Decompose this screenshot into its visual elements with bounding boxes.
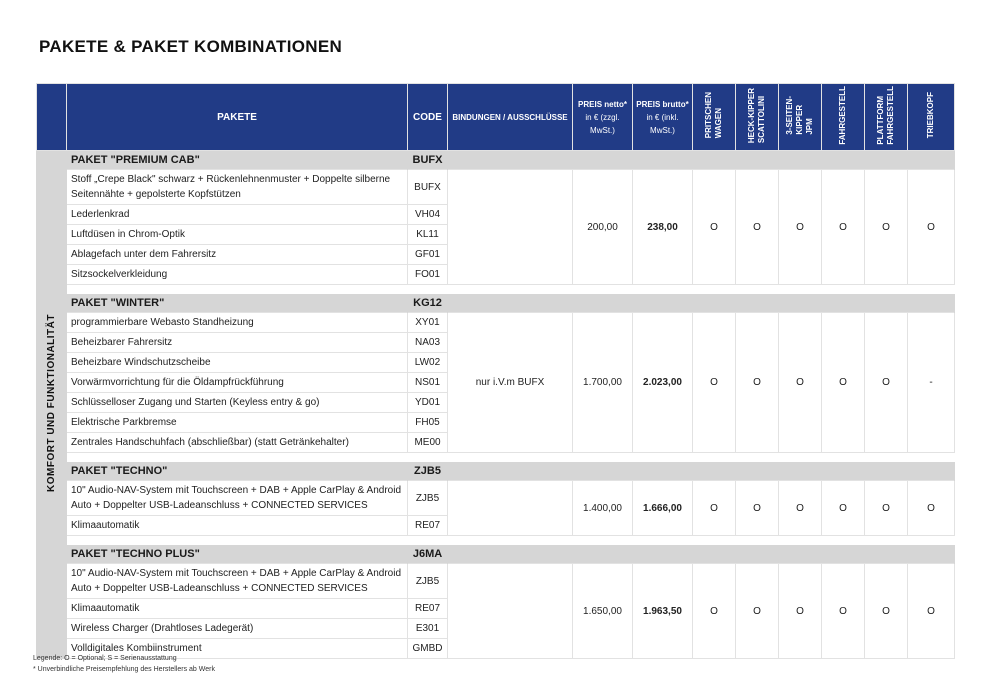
item-code: NS01 [408,373,448,393]
header-variant-label: PLATTFORM FAHRGESTELL [876,86,895,145]
item-label: Elektrische Parkbremse [67,413,408,433]
item-code: BUFX [408,170,448,205]
table-header-row [37,84,955,151]
item-label: Beheizbarer Fahrersitz [67,333,408,353]
package-availability-cell: O [865,313,908,453]
package-availability-cell: O [693,313,736,453]
package-price-netto: 1.400,00 [573,481,633,536]
header-empty-cell [37,84,67,151]
price-table [36,83,955,659]
header-preis-netto [573,84,633,151]
package-price-netto: 1.700,00 [573,313,633,453]
package-header-filler [448,151,955,170]
package-code: ZJB5 [408,462,448,481]
header-preis-netto-title: PREIS netto* [578,99,627,109]
item-code: E301 [408,619,448,639]
package-spacer-cell [67,453,955,462]
package-availability-cell: O [736,481,779,536]
header-variant-plattform-fahrgestell [865,84,908,151]
legend-line-options: Legende: O = Optional; S = Serienausstattung [33,655,177,662]
page-title: PAKETE & PAKET KOMBINATIONEN [39,37,343,56]
item-label: Luftdüsen in Chrom-Optik [67,225,408,245]
package-price-brutto: 238,00 [633,170,693,285]
table-row [37,170,955,205]
item-code: VH04 [408,205,448,225]
header-variant-3-seiten-kipper [779,84,822,151]
item-label: Stoff „Crepe Black" schwarz + Rückenlehnenmuster + Doppelte silberne Seitennähte + gepolsterte Kopfstützen [67,170,408,205]
table-row [37,481,955,516]
table-body [37,151,955,659]
item-label: Zentrales Handschuhfach (abschließbar) (statt Getränkehalter) [67,433,408,453]
item-code: ZJB5 [408,481,448,516]
header-variant-heck-kipper [736,84,779,151]
package-availability-cell: O [736,564,779,659]
package-code: KG12 [408,294,448,313]
package-availability-cell: O [693,481,736,536]
package-bindung [448,170,573,285]
table-row [37,313,955,333]
item-code: ME00 [408,433,448,453]
item-label: Schlüsselloser Zugang und Starten (Keyless entry & go) [67,393,408,413]
package-bindung [448,564,573,659]
item-label: programmierbare Webasto Standheizung [67,313,408,333]
item-code: XY01 [408,313,448,333]
package-availability-cell: O [822,564,865,659]
package-spacer-cell [67,536,955,545]
package-header-filler [448,545,955,564]
item-label: Ablagefach unter dem Fahrersitz [67,245,408,265]
package-availability-cell: - [908,313,955,453]
package-availability-cell: O [865,564,908,659]
package-availability-cell: O [865,170,908,285]
package-price-netto: 1.650,00 [573,564,633,659]
item-code: RE07 [408,599,448,619]
package-name: PAKET "TECHNO" [67,462,408,481]
table-row [37,564,955,599]
header-bindungen: BINDUNGEN / AUSSCHLÜSSE [448,84,573,151]
package-availability-cell: O [908,564,955,659]
item-label: Lederlenkrad [67,205,408,225]
package-header-row [37,294,955,313]
package-availability-cell: O [736,170,779,285]
package-availability-cell: O [822,481,865,536]
package-code: J6MA [408,545,448,564]
package-price-brutto: 1.666,00 [633,481,693,536]
header-preis-brutto-title: PREIS brutto* [636,99,689,109]
header-variant-label: 3-SEITEN- KIPPER JPM [785,96,814,135]
package-code: BUFX [408,151,448,170]
item-code: RE07 [408,516,448,536]
category-side-label-text: KOMFORT UND FUNKTIONALITÄT [45,314,57,493]
item-code: GMBD [408,639,448,659]
package-availability-cell: O [865,481,908,536]
package-availability-cell: O [822,313,865,453]
header-variant-label: TRIEBKOPF [926,92,935,139]
item-code: GF01 [408,245,448,265]
header-variant-label: PRITSCHEN WAGEN [704,92,723,139]
item-label: Beheizbare Windschutzscheibe [67,353,408,373]
package-availability-cell: O [908,481,955,536]
package-availability-cell: O [736,313,779,453]
header-code: CODE [408,84,448,151]
header-preis-brutto-sub: in € (inkl. MwSt.) [646,112,679,135]
package-spacer-cell [67,285,955,294]
item-label: Klimaautomatik [67,516,408,536]
header-preis-brutto [633,84,693,151]
package-availability-cell: O [779,481,822,536]
package-header-filler [448,462,955,481]
item-label: 10" Audio-NAV-System mit Touchscreen + DAB + Apple CarPlay & Android Auto + Doppelter USB-Ladeanschluss + CONNECTED SERVICES [67,481,408,516]
header-preis-netto-sub: in € (zzgl. MwSt.) [585,112,620,135]
package-name: PAKET "WINTER" [67,294,408,313]
package-bindung [448,481,573,536]
package-availability-cell: O [693,170,736,285]
item-code: ZJB5 [408,564,448,599]
package-availability-cell: O [779,313,822,453]
package-header-row [37,462,955,481]
item-label: Volldigitales Kombiinstrument [67,639,408,659]
package-price-brutto: 2.023,00 [633,313,693,453]
package-availability-cell: O [822,170,865,285]
item-label: Sitzsockelverkleidung [67,265,408,285]
package-header-filler [448,294,955,313]
item-label: 10" Audio-NAV-System mit Touchscreen + DAB + Apple CarPlay & Android Auto + Doppelter USB-Ladeanschluss + CONNECTED SERVICES [67,564,408,599]
header-pakete: PAKETE [67,84,408,151]
package-availability-cell: O [908,170,955,285]
header-variant-fahrgestell [822,84,865,151]
legend [33,653,215,675]
item-code: LW02 [408,353,448,373]
category-side-label [37,151,67,659]
item-code: KL11 [408,225,448,245]
header-variant-triebkopf [908,84,955,151]
header-variant-label: FAHRGESTELL [838,86,847,145]
package-spacer-row [37,453,955,462]
item-label: Wireless Charger (Drahtloses Ladegerät) [67,619,408,639]
package-bindung: nur i.V.m BUFX [448,313,573,453]
package-name: PAKET "TECHNO PLUS" [67,545,408,564]
package-spacer-row [37,536,955,545]
header-variant-label: HECK-KIPPER SCATTOLINI [747,87,766,144]
item-code: FH05 [408,413,448,433]
package-header-row [37,545,955,564]
package-availability-cell: O [779,170,822,285]
package-spacer-row [37,285,955,294]
item-label: Klimaautomatik [67,599,408,619]
package-price-brutto: 1.963,50 [633,564,693,659]
package-name: PAKET "PREMIUM CAB" [67,151,408,170]
item-code: YD01 [408,393,448,413]
item-code: NA03 [408,333,448,353]
item-label: Vorwärmvorrichtung für die Öldampfrückführung [67,373,408,393]
item-code: FO01 [408,265,448,285]
package-header-row [37,151,955,170]
header-variant-pritschenwagen [693,84,736,151]
package-availability-cell: O [779,564,822,659]
legend-line-footnote: * Unverbindliche Preisempfehlung des Herstellers ab Werk [33,666,215,673]
package-price-netto: 200,00 [573,170,633,285]
package-availability-cell: O [693,564,736,659]
